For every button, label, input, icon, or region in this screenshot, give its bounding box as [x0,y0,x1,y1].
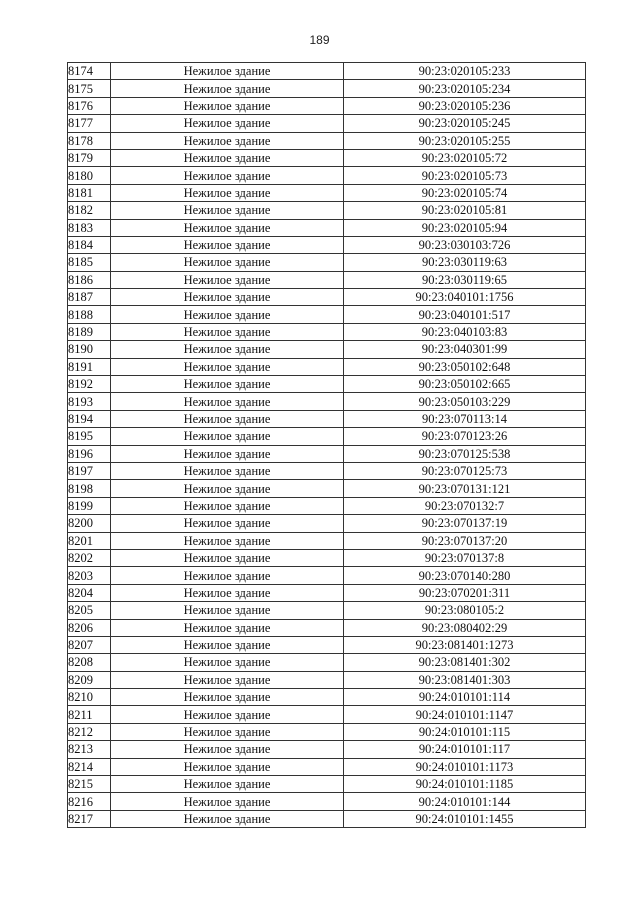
row-number: 8180 [68,167,111,184]
object-type: Нежилое здание [111,584,344,601]
cadastral-number: 90:23:020105:233 [344,63,586,80]
object-type: Нежилое здание [111,462,344,479]
cadastral-number: 90:23:070123:26 [344,428,586,445]
cadastral-number: 90:24:010101:117 [344,741,586,758]
cadastral-number: 90:23:070137:19 [344,515,586,532]
cadastral-number: 90:23:020105:255 [344,132,586,149]
table-row [68,549,586,566]
cadastral-number: 90:24:010101:1147 [344,706,586,723]
row-number: 8185 [68,254,111,271]
object-type: Нежилое здание [111,532,344,549]
cadastral-number: 90:23:081401:302 [344,654,586,671]
object-type: Нежилое здание [111,80,344,97]
table-row [68,515,586,532]
row-number: 8213 [68,741,111,758]
object-type: Нежилое здание [111,706,344,723]
object-type: Нежилое здание [111,254,344,271]
table-row [68,97,586,114]
cadastral-number: 90:23:020105:73 [344,167,586,184]
cadastral-number: 90:23:070125:538 [344,445,586,462]
row-number: 8184 [68,236,111,253]
cadastral-number: 90:23:070140:280 [344,567,586,584]
cadastral-number: 90:23:050102:648 [344,358,586,375]
cadastral-number: 90:24:010101:114 [344,689,586,706]
object-type: Нежилое здание [111,758,344,775]
object-type: Нежилое здание [111,167,344,184]
table-row [68,723,586,740]
table-row [68,567,586,584]
row-number: 8187 [68,289,111,306]
row-number: 8208 [68,654,111,671]
row-number: 8206 [68,619,111,636]
table-row [68,323,586,340]
cadastral-number: 90:23:020105:236 [344,97,586,114]
row-number: 8200 [68,515,111,532]
table-row [68,202,586,219]
table-row [68,271,586,288]
object-type: Нежилое здание [111,619,344,636]
object-type: Нежилое здание [111,149,344,166]
object-type: Нежилое здание [111,63,344,80]
cadastral-number: 90:23:050102:665 [344,376,586,393]
table-row [68,532,586,549]
object-type: Нежилое здание [111,306,344,323]
table-row [68,410,586,427]
object-type: Нежилое здание [111,480,344,497]
row-number: 8176 [68,97,111,114]
row-number: 8202 [68,549,111,566]
cadastral-number: 90:24:010101:1173 [344,758,586,775]
object-type: Нежилое здание [111,358,344,375]
object-type: Нежилое здание [111,793,344,810]
row-number: 8203 [68,567,111,584]
cadastral-number: 90:24:010101:144 [344,793,586,810]
table-row [68,758,586,775]
table-row [68,741,586,758]
row-number: 8209 [68,671,111,688]
table-row [68,706,586,723]
table-row [68,115,586,132]
cadastral-number: 90:23:040101:1756 [344,289,586,306]
row-number: 8199 [68,497,111,514]
cadastral-number: 90:23:020105:74 [344,184,586,201]
cadastral-number: 90:23:030103:726 [344,236,586,253]
object-type: Нежилое здание [111,654,344,671]
table-row [68,80,586,97]
row-number: 8214 [68,758,111,775]
table-row [68,184,586,201]
cadastral-number: 90:23:030119:63 [344,254,586,271]
object-type: Нежилое здание [111,341,344,358]
row-number: 8217 [68,810,111,827]
row-number: 8198 [68,480,111,497]
row-number: 8205 [68,602,111,619]
cadastral-number: 90:23:040103:83 [344,323,586,340]
row-number: 8196 [68,445,111,462]
row-number: 8215 [68,776,111,793]
cadastral-number: 90:23:040101:517 [344,306,586,323]
table-row [68,776,586,793]
cadastral-number: 90:23:070125:73 [344,462,586,479]
table-row [68,254,586,271]
table-row [68,341,586,358]
cadastral-number: 90:23:020105:245 [344,115,586,132]
row-number: 8177 [68,115,111,132]
cadastral-number: 90:23:070137:8 [344,549,586,566]
row-number: 8174 [68,63,111,80]
row-number: 8182 [68,202,111,219]
object-type: Нежилое здание [111,410,344,427]
row-number: 8190 [68,341,111,358]
table-row [68,636,586,653]
row-number: 8204 [68,584,111,601]
table-row [68,393,586,410]
table-row [68,462,586,479]
table-row [68,497,586,514]
object-type: Нежилое здание [111,323,344,340]
object-type: Нежилое здание [111,219,344,236]
cadastral-number: 90:23:070131:121 [344,480,586,497]
cadastral-number: 90:23:070132:7 [344,497,586,514]
row-number: 8191 [68,358,111,375]
registry-table-body [68,63,586,828]
object-type: Нежилое здание [111,236,344,253]
row-number: 8188 [68,306,111,323]
table-row [68,219,586,236]
table-row [68,445,586,462]
object-type: Нежилое здание [111,97,344,114]
object-type: Нежилое здание [111,184,344,201]
row-number: 8192 [68,376,111,393]
object-type: Нежилое здание [111,271,344,288]
page-number: 189 [309,33,330,47]
cadastral-number: 90:23:050103:229 [344,393,586,410]
object-type: Нежилое здание [111,567,344,584]
object-type: Нежилое здание [111,741,344,758]
table-row [68,306,586,323]
cadastral-number: 90:23:030119:65 [344,271,586,288]
cadastral-number: 90:23:020105:234 [344,80,586,97]
object-type: Нежилое здание [111,549,344,566]
object-type: Нежилое здание [111,393,344,410]
table-row [68,793,586,810]
row-number: 8201 [68,532,111,549]
object-type: Нежилое здание [111,132,344,149]
table-row [68,132,586,149]
object-type: Нежилое здание [111,289,344,306]
cadastral-number: 90:23:081401:1273 [344,636,586,653]
table-row [68,428,586,445]
table-row [68,480,586,497]
object-type: Нежилое здание [111,115,344,132]
row-number: 8186 [68,271,111,288]
object-type: Нежилое здание [111,723,344,740]
object-type: Нежилое здание [111,671,344,688]
row-number: 8178 [68,132,111,149]
cadastral-number: 90:23:081401:303 [344,671,586,688]
row-number: 8193 [68,393,111,410]
table-row [68,602,586,619]
object-type: Нежилое здание [111,689,344,706]
table-row [68,584,586,601]
cadastral-number: 90:24:010101:1185 [344,776,586,793]
table-row [68,149,586,166]
table-row [68,289,586,306]
table-row [68,689,586,706]
table-row [68,619,586,636]
object-type: Нежилое здание [111,602,344,619]
object-type: Нежилое здание [111,636,344,653]
row-number: 8179 [68,149,111,166]
object-type: Нежилое здание [111,428,344,445]
object-type: Нежилое здание [111,445,344,462]
object-type: Нежилое здание [111,376,344,393]
row-number: 8175 [68,80,111,97]
cadastral-number: 90:24:010101:115 [344,723,586,740]
cadastral-number: 90:23:040301:99 [344,341,586,358]
cadastral-number: 90:23:070137:20 [344,532,586,549]
object-type: Нежилое здание [111,515,344,532]
cadastral-number: 90:23:070201:311 [344,584,586,601]
row-number: 8210 [68,689,111,706]
row-number: 8183 [68,219,111,236]
object-type: Нежилое здание [111,810,344,827]
cadastral-number: 90:23:080105:2 [344,602,586,619]
table-row [68,63,586,80]
table-row [68,654,586,671]
cadastral-number: 90:24:010101:1455 [344,810,586,827]
table-row [68,376,586,393]
row-number: 8194 [68,410,111,427]
table-row [68,236,586,253]
row-number: 8195 [68,428,111,445]
row-number: 8212 [68,723,111,740]
row-number: 8211 [68,706,111,723]
registry-table [67,62,586,828]
cadastral-number: 90:23:070113:14 [344,410,586,427]
table-row [68,358,586,375]
object-type: Нежилое здание [111,776,344,793]
cadastral-number: 90:23:080402:29 [344,619,586,636]
cadastral-number: 90:23:020105:94 [344,219,586,236]
table-row [68,671,586,688]
row-number: 8189 [68,323,111,340]
row-number: 8181 [68,184,111,201]
cadastral-number: 90:23:020105:81 [344,202,586,219]
row-number: 8216 [68,793,111,810]
cadastral-number: 90:23:020105:72 [344,149,586,166]
row-number: 8207 [68,636,111,653]
object-type: Нежилое здание [111,202,344,219]
table-row [68,167,586,184]
row-number: 8197 [68,462,111,479]
table-row [68,810,586,827]
object-type: Нежилое здание [111,497,344,514]
